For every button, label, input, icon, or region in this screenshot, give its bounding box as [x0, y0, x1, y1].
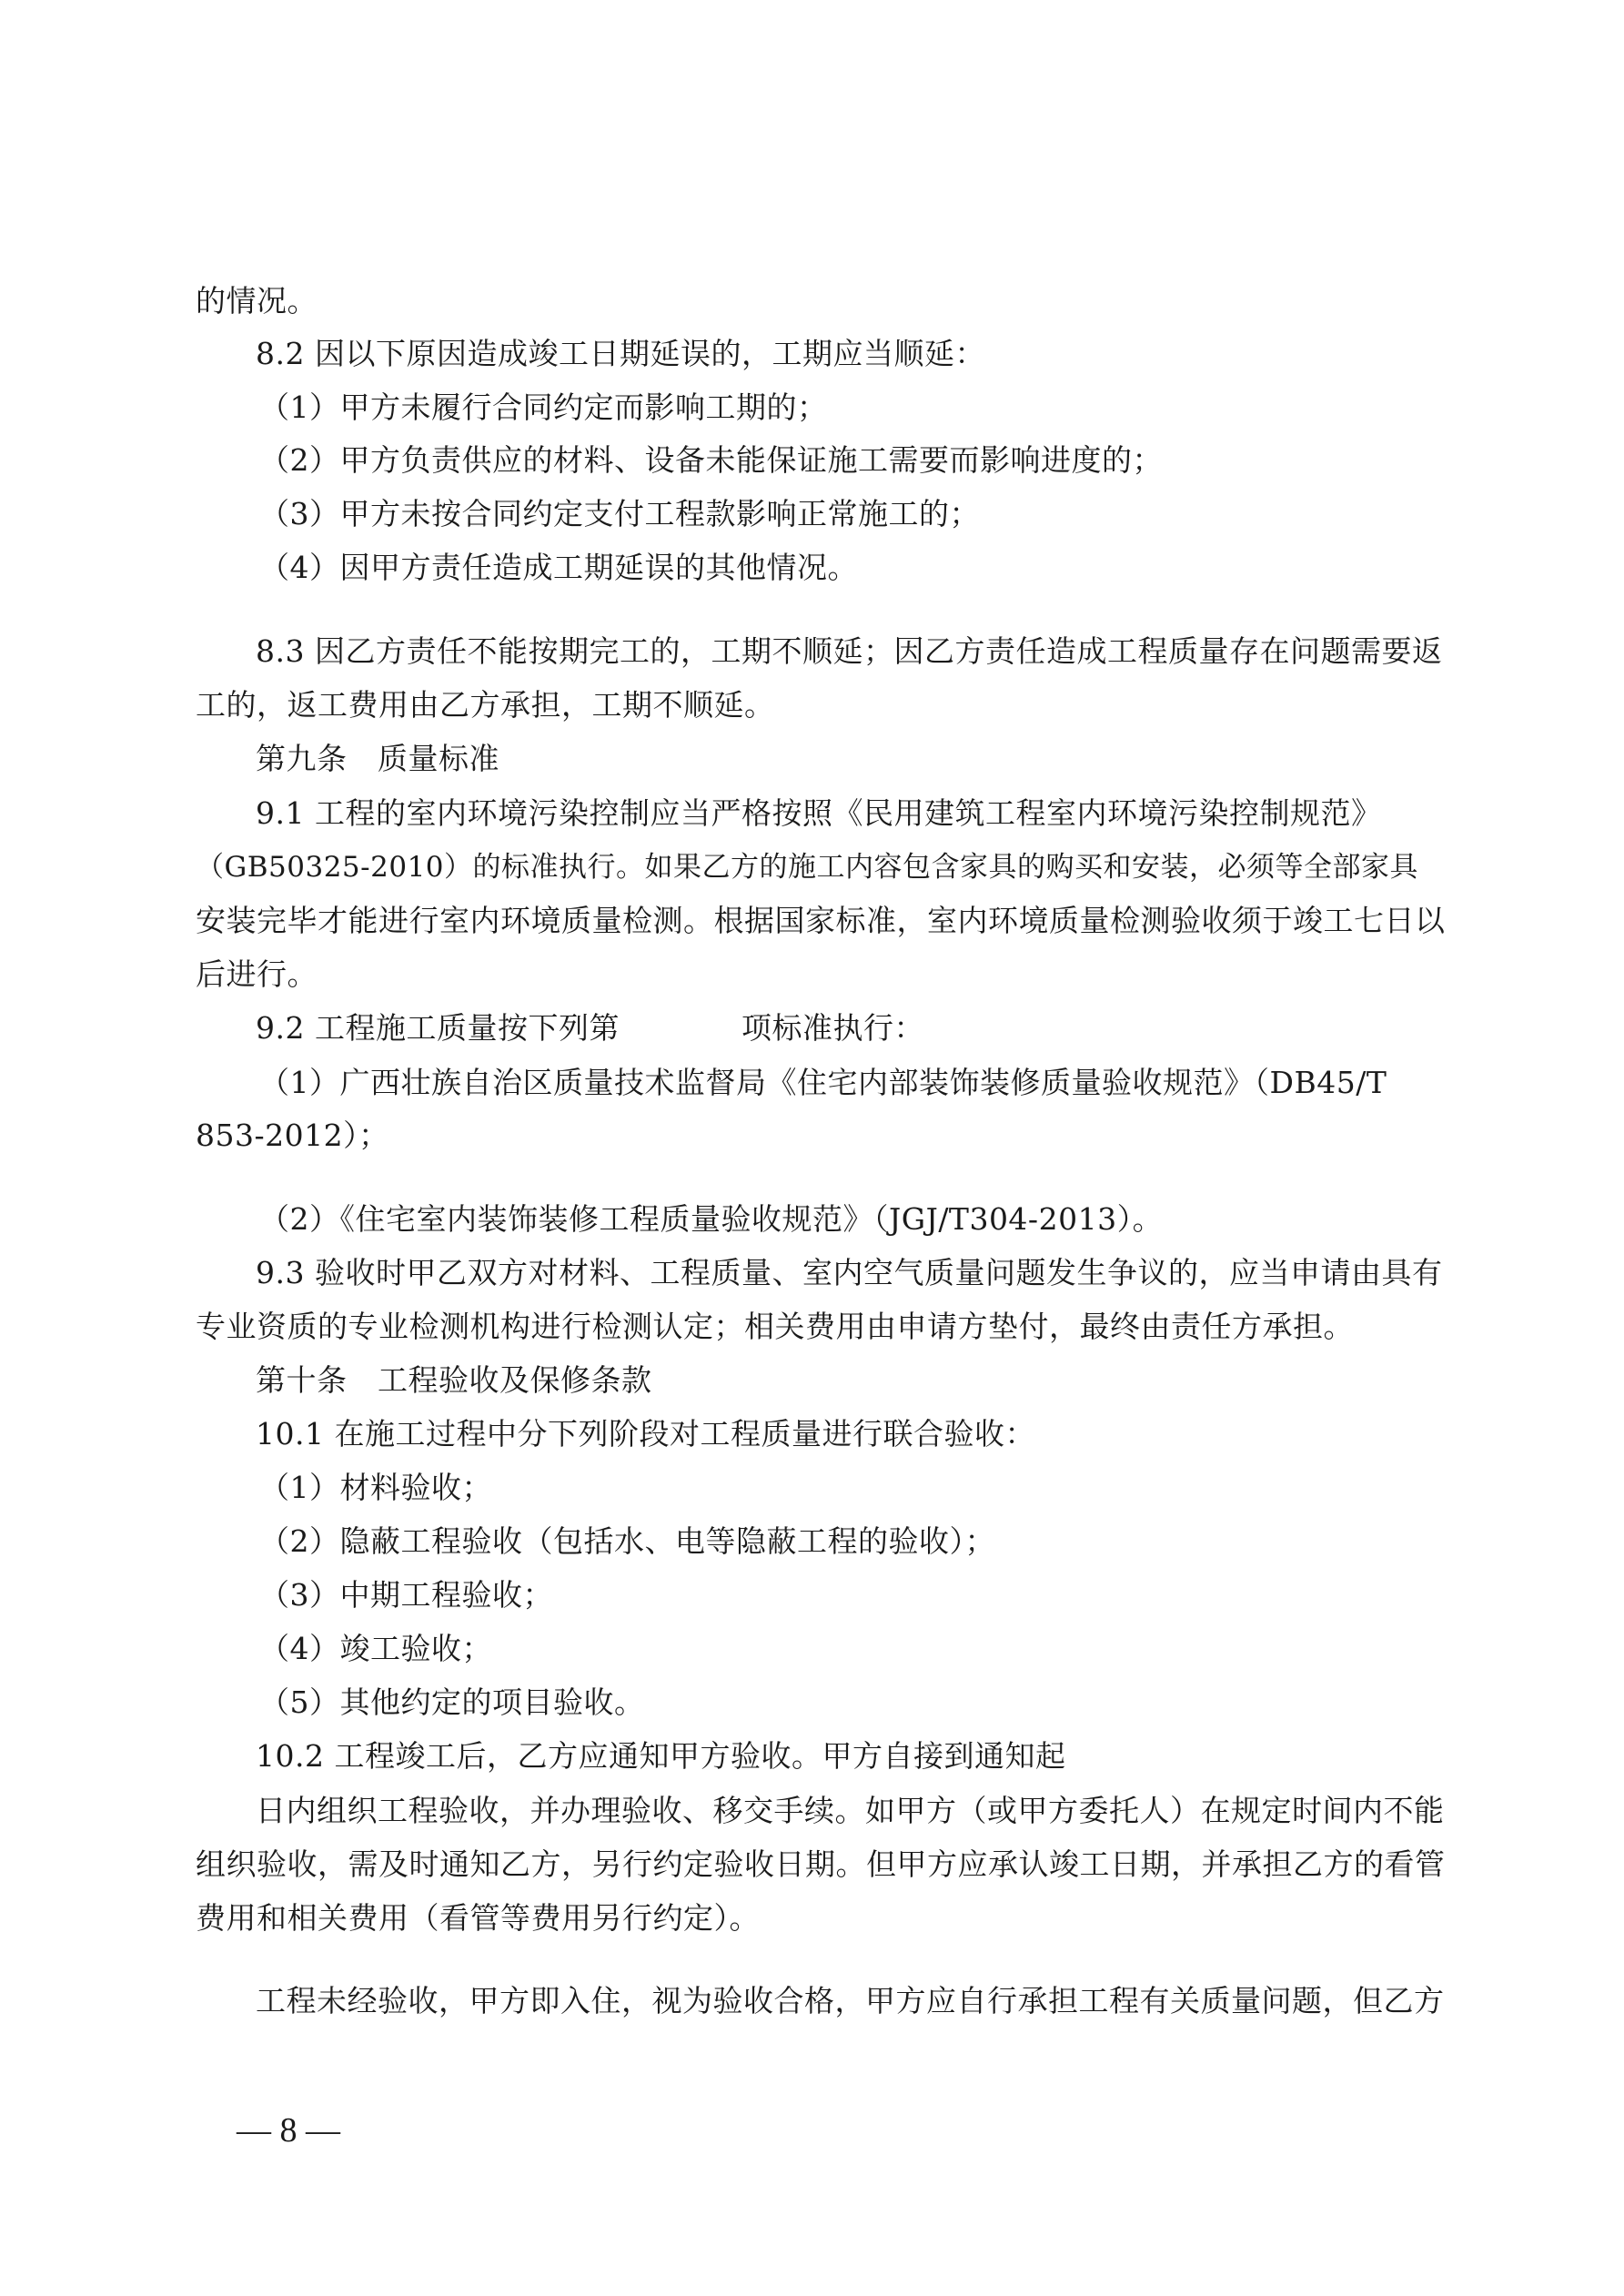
page-number: — 8 —: [237, 2111, 340, 2149]
text-line: 后进行。: [196, 956, 318, 992]
text-line: （3）甲方未按合同约定支付工程款影响正常施工的；: [259, 496, 980, 531]
text-line: 9.2 工程施工质量按下列第 项标准执行：: [256, 1010, 924, 1046]
text-line: 8.2 因以下原因造成竣工日期延误的，工期应当顺延：: [256, 336, 985, 371]
text-line: （1）甲方未履行合同约定而影响工期的；: [259, 389, 828, 425]
text-line: （2）甲方负责供应的材料、设备未能保证施工需要而影响进度的；: [259, 442, 1163, 478]
text-line: （2）《住宅室内装饰装修工程质量验收规范》（JGJ/T304-2013）。: [259, 1201, 1164, 1237]
text-line: （5）其他约定的项目验收。: [259, 1684, 645, 1720]
text-line: 工程未经验收，甲方即入住，视为验收合格，甲方应自行承担工程有关质量问题，但乙方: [256, 1983, 1445, 2018]
text-line: 安装完毕才能进行室内环境质量检测。根据国家标准，室内环境质量检测验收须于竣工七日以: [196, 903, 1446, 938]
text-line: （GB50325-2010）的标准执行。如果乙方的施工内容包含家具的购买和安装，必须等全部家具: [196, 851, 1419, 884]
text-line: 费用和相关费用（看管等费用另行约定）。: [196, 1900, 760, 1936]
text-line: 组织验收，需及时通知乙方，另行约定验收日期。但甲方应承认竣工日期，并承担乙方的看管: [196, 1846, 1446, 1882]
text-line: 工的，返工费用由乙方承担，工期不顺延。: [196, 687, 775, 723]
text-line: 8.3 因乙方责任不能按期完工的，工期不顺延；因乙方责任造成工程质量存在问题需要返: [256, 633, 1443, 669]
text-line: （1）广西壮族自治区质量技术监督局《住宅内部装饰装修质量验收规范》（DB45/T: [259, 1065, 1387, 1100]
section-heading: 第九条 质量标准: [256, 741, 499, 776]
text-line: （4）因甲方责任造成工期延误的其他情况。: [259, 550, 858, 585]
text-line: 10.2 工程竣工后，乙方应通知甲方验收。甲方自接到通知起: [256, 1738, 1066, 1774]
text-line: 10.1 在施工过程中分下列阶段对工程质量进行联合验收：: [256, 1416, 1035, 1451]
text-line: 9.3 验收时甲乙双方对材料、工程质量、室内空气质量问题发生争议的，应当申请由具有: [256, 1255, 1443, 1290]
text-line: （3）中期工程验收；: [259, 1577, 553, 1613]
text-line: 853-2012）；: [196, 1118, 389, 1153]
text-line: 的情况。: [196, 283, 318, 319]
text-line: 日内组织工程验收，并办理验收、移交手续。如甲方（或甲方委托人）在规定时间内不能: [256, 1793, 1445, 1828]
section-heading: 第十条 工程验收及保修条款: [256, 1362, 652, 1398]
text-line: （2）隐蔽工程验收（包括水、电等隐蔽工程的验收）；: [259, 1523, 995, 1559]
text-line: （1）材料验收；: [259, 1470, 492, 1505]
text-line: （4）竣工验收；: [259, 1631, 492, 1666]
text-line: 9.1 工程的室内环境污染控制应当严格按照《民用建筑工程室内环境污染控制规范》: [256, 795, 1382, 831]
text-line: 专业资质的专业检测机构进行检测认定；相关费用由申请方垫付，最终由责任方承担。: [196, 1309, 1354, 1344]
